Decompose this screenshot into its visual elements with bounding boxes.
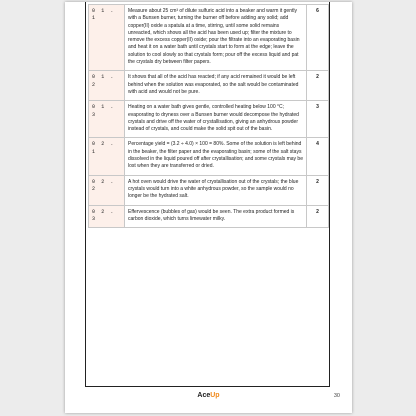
question-number: 0 1 . 3 [89,101,125,138]
mark-value: 3 [307,101,329,138]
answer-text: It shows that all of the acid has reacted; if any acid remained it would be left behind when the solution was evaporated, so the salt would be contaminated with acid and would not be pure. [125,71,307,101]
question-number: 0 2 . 1 [89,138,125,175]
mark-value: 2 [307,175,329,205]
mark-value: 6 [307,5,329,71]
question-number: 0 1 . 1 [89,5,125,71]
brand-name-part1: Ace [197,392,211,399]
mark-value: 2 [307,71,329,101]
answer-text: A hot oven would drive the water of crystallisation out of the crystals; the blue crystals would turn into a white anhydrous powder, so the sample would no longer be the hydrated salt. [125,175,307,205]
table-row [89,175,329,205]
question-number: 0 2 . 2 [89,175,125,205]
mark-value: 2 [307,205,329,228]
answer-text: Percentage yield = (3.2 ÷ 4.0) × 100 = 80%. Some of the solution is left behind in the beaker, the filter paper and the evaporating basin; some of the salt stays dissolved in the liquid poured off after crystallisation; and some crystals may be lost when they are transferred or dried. [125,138,307,175]
brand-logo [65,392,352,399]
question-number: 0 2 . 3 [89,205,125,228]
table-row [89,5,329,71]
content-frame [85,2,330,387]
question-number: 0 1 . 2 [89,71,125,101]
page-number: 30 [333,393,340,399]
table-row [89,138,329,175]
answer-text: Measure about 25 cm³ of dilute sulfuric acid into a beaker and warm it gently with a Bunsen burner, turning the burner off before adding any solid; add copper(II) oxide a spatula at a time, stirring, until some solid remains unreacted, which shows all the acid has been used up; filter the mixture to remove the excess copper(II) oxide; pour the filtrate into an evaporating basin and heat it on a water bath until crystals start to form at the edge; leave the solution to cool slowly so that crystals form; pour off the excess liquid and pat the crystals dry between filter papers. [125,5,307,71]
document-page [65,2,352,413]
mark-value: 4 [307,138,329,175]
table-row [89,71,329,101]
answer-text: Heating on a water bath gives gentle, controlled heating below 100 °C; evaporating to dryness over a Bunsen burner would decompose the hydrated crystals and drive off the water of crystallisation, giving an anhydrous powder instead of crystals, and could make the solid spit out of the basin. [125,101,307,138]
mark-scheme-table [88,4,329,228]
table-row [89,205,329,228]
table-row [89,101,329,138]
brand-name-part2: Up [210,392,220,399]
answer-text: Effervescence (bubbles of gas) would be seen. The extra product formed is carbon dioxide, which turns limewater milky. [125,205,307,228]
